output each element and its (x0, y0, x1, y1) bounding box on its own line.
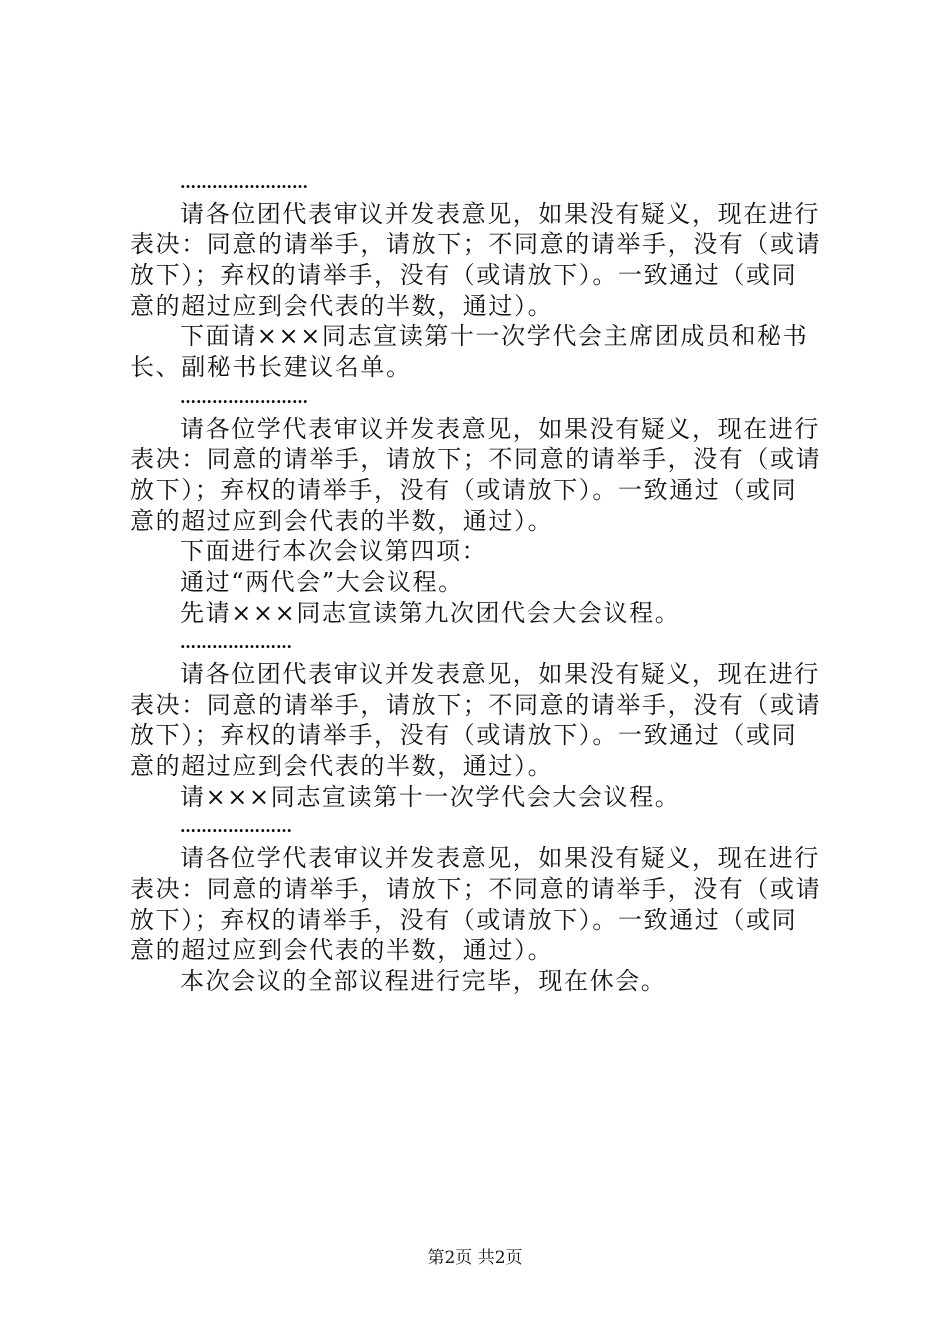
text-line: 表决：同意的请举手，请放下；不同意的请举手，没有（或请 (130, 690, 822, 719)
page-footer: 第2页 共2页 (427, 1248, 523, 1268)
read-student-agenda-line: 请×××同志宣读第十一次学代会大会议程。 (180, 782, 681, 811)
text-line: 长、副秘书长建议名单。 (130, 353, 412, 382)
text-line: 下面请×××同志宣读第十一次学代会主席团成员和秘书 (180, 322, 809, 351)
ellipsis-line: ………………… (180, 817, 292, 837)
text-line: 表决：同意的请举手，请放下；不同意的请举手，没有（或请 (130, 874, 822, 903)
text-line: 放下）；弃权的请举手，没有（或请放下）。一致通过（或同 (130, 261, 798, 290)
text-line: 意的超过应到会代表的半数，通过）。 (130, 752, 554, 781)
document-body (130, 168, 835, 997)
agenda-line: 通过“两代会”大会议程。 (180, 567, 464, 596)
text-line: 放下）；弃权的请举手，没有（或请放下）。一致通过（或同 (130, 475, 798, 504)
text-line: 意的超过应到会代表的半数，通过）。 (130, 291, 554, 320)
text-line: 放下）；弃权的请举手，没有（或请放下）。一致通过（或同 (130, 905, 798, 934)
text-line: 意的超过应到会代表的半数，通过）。 (130, 936, 554, 965)
ellipsis-line: …………………… (180, 387, 308, 407)
text-line: 表决：同意的请举手，请放下；不同意的请举手，没有（或请 (130, 230, 822, 259)
text-line: 意的超过应到会代表的半数，通过）。 (130, 506, 554, 535)
text-line: 请各位学代表审议并发表意见，如果没有疑义，现在进行 (180, 414, 820, 443)
text-line: 请各位团代表审议并发表意见，如果没有疑义，现在进行 (180, 660, 820, 688)
text-line: 请各位学代表审议并发表意见，如果没有疑义，现在进行 (180, 844, 820, 873)
ellipsis-line: …………………… (180, 173, 308, 192)
read-league-agenda-line: 先请×××同志宣读第九次团代会大会议程。 (180, 598, 681, 627)
paragraph-vote-student (130, 414, 835, 537)
text-line: 请各位团代表审议并发表意见，如果没有疑义，现在进行 (180, 199, 820, 228)
ellipsis-line: ………………… (180, 633, 292, 653)
closing-line: 本次会议的全部议程进行完毕，现在休会。 (180, 966, 667, 995)
paragraph-presidium-list (130, 321, 835, 382)
text-line: 表决：同意的请举手，请放下；不同意的请举手，没有（或请 (130, 445, 822, 474)
text-line: 放下）；弃权的请举手，没有（或请放下）。一致通过（或同 (130, 721, 798, 750)
paragraph-vote-student-agenda (130, 843, 835, 966)
paragraph-vote-league-agenda (130, 659, 835, 782)
item-four-heading: 下面进行本次会议第四项： (180, 537, 488, 566)
paragraph-vote-league (130, 199, 835, 322)
